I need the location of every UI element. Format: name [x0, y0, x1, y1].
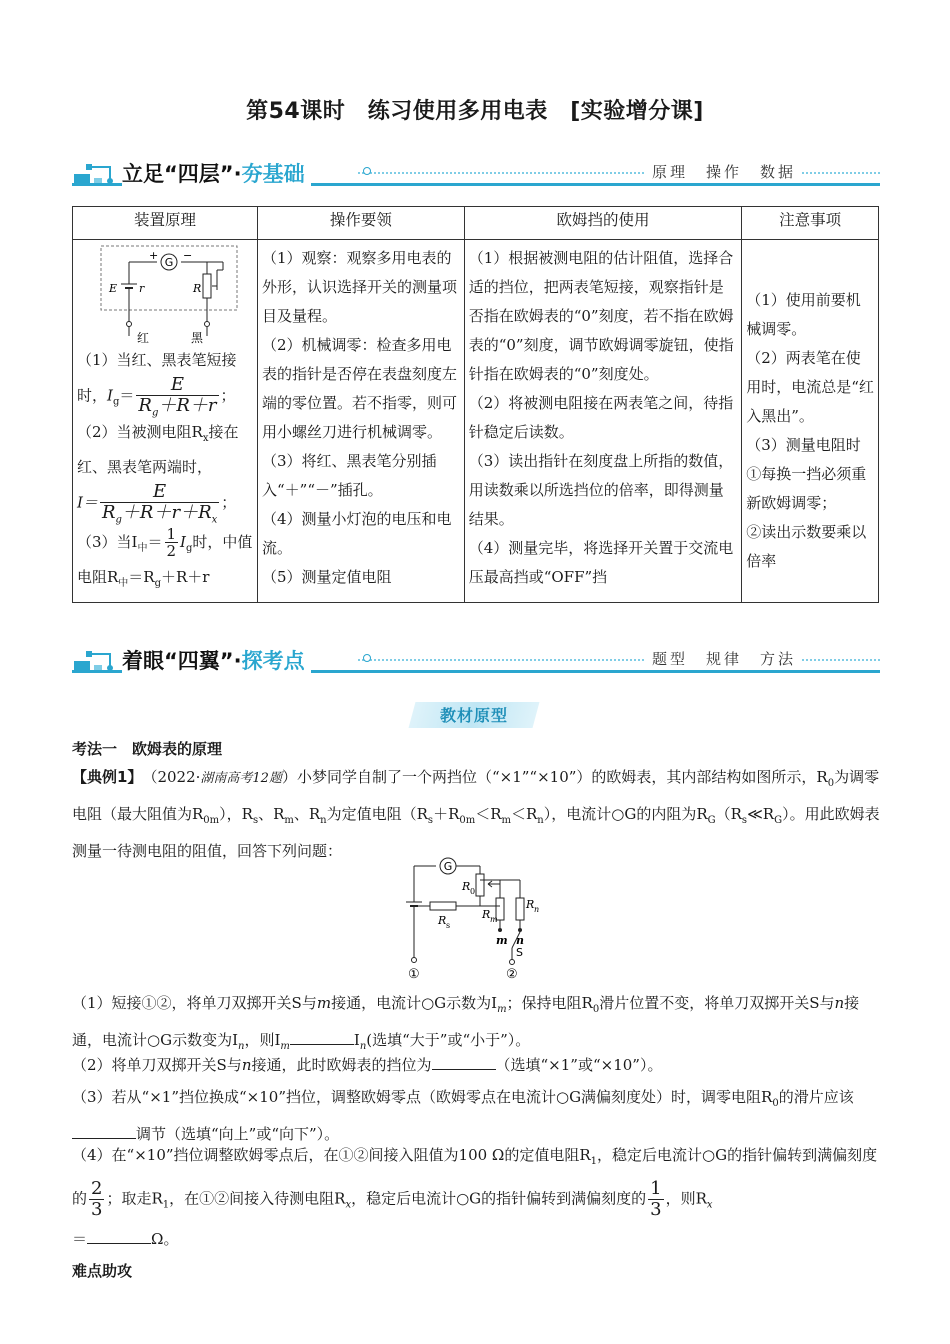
svg-text:n: n	[516, 934, 524, 947]
section-title: 立足“四层”·夯基础	[122, 158, 311, 188]
svg-text:R: R	[526, 898, 535, 911]
operation-step: （5）测量定值电阻	[262, 568, 392, 586]
svg-text:①: ①	[408, 967, 420, 982]
svg-text:r: r	[139, 282, 145, 295]
table-header-row	[73, 207, 879, 240]
answer-blank[interactable]	[87, 1228, 151, 1244]
svg-text:②: ②	[506, 967, 518, 982]
svg-text:G: G	[443, 860, 453, 873]
svg-text:−: −	[183, 249, 193, 262]
textbook-badge: 教材原型	[439, 706, 508, 725]
answer-blank[interactable]	[72, 1123, 136, 1139]
note-item: ①每换一挡必须重新欧姆调零；	[746, 465, 867, 512]
usage-step: （4）测量完毕，将选择开关置于交流电压最高挡或“OFF”挡	[468, 539, 734, 586]
notes-cell	[742, 240, 879, 603]
svg-text:+: +	[149, 249, 159, 262]
principle-p1: （1）当红、黑表笔短接时，$I_g=$ $\frac{E}{R_g+R+r}$ ；	[77, 351, 237, 419]
summary-table	[72, 206, 879, 603]
question-4: （4）在“×10”挡位调整欧姆零点后，在①②间接入阻值为100 Ω的定值电阻$R_1$，稳定后电流计○G的指针偏转到满偏刻度的 $\frac{2}{3}$ ；取走$R_1$，在①②间接入待测电阻$R_x$，稳定后电流计○G的指针偏转到满偏刻度的 $\frac{1}{3}$ ，则$R_x$ ＝ Ω。	[72, 1146, 878, 1249]
svg-text:R: R	[462, 880, 471, 893]
svg-text:m: m	[496, 934, 508, 947]
example-paragraph: 【典例1】 （2022·湖南高考12题）小梦同学自制了一个两挡位（“×1”“×10”）的欧姆表，其内部结构如图所示，$R_0$为调零电阻（最大阻值为$R_{0m}$），$R_s$、$R_m$、$R_n$为定值电阻$(R_s+R_{0m}<R_m<R_n)$，电流计○G的内阻为$R_G(R_s≪R_G)$。用此欧姆表测量一待测电阻的阻值，回答下列问题：	[72, 768, 880, 860]
note-item: （1）使用前要机械调零。	[746, 291, 861, 338]
svg-text:m: m	[490, 915, 498, 924]
col-header: 装置原理	[73, 207, 258, 240]
question-3: （3）若从“×1”挡位换成“×10”挡位，调整欧姆零点（欧姆零点在电流计○G满偏刻度处）时，调零电阻$R_0$的滑片应该调节（选填“向上”或“向下”）。	[72, 1088, 854, 1143]
svg-text:S: S	[516, 946, 523, 959]
table-row	[73, 240, 879, 603]
operation-step: （1）观察：观察多用电表的外形，认识选择开关的测量项目及量程。	[262, 249, 458, 325]
method-heading: 考法一 欧姆表的原理	[72, 740, 223, 758]
svg-text:R: R	[438, 914, 447, 927]
operation-step: （2）机械调零：检查多用电表的指针是否停在表盘刻度左端的零位置。若不指零，则可用小螺丝刀进行机械调零。	[262, 336, 458, 441]
section-tags: 原理 操作 数据	[646, 161, 802, 182]
ohm-usage-cell	[464, 240, 742, 603]
note-item: （3）测量电阻时	[746, 436, 861, 454]
svg-text:n: n	[534, 905, 540, 914]
operation-step: （4）测量小灯泡的电压和电流。	[262, 510, 452, 557]
principle-p3: （3）当$I_中=$ $\frac{1}{2}$ $I_g$时，中值电阻$R_中=R_g+R+r$	[77, 524, 253, 589]
note-item: （2）两表笔在使用时，电流总是“红入黑出”。	[746, 349, 874, 425]
section-tags: 题型 规律 方法	[646, 648, 802, 669]
circle-icon	[363, 167, 371, 175]
col-header: 操作要领	[258, 207, 465, 240]
circle-icon	[363, 654, 371, 662]
red-probe-label: 红	[137, 331, 150, 344]
operation-step: （3）将红、黑表笔分别插入“＋”“－”插孔。	[262, 452, 437, 499]
section-header-foundation	[72, 156, 880, 192]
black-probe-label: 黑	[191, 331, 204, 344]
answer-blank[interactable]	[290, 1029, 354, 1045]
principle-cell	[73, 240, 258, 603]
col-header: 欧姆挡的使用	[464, 207, 742, 240]
col-header: 注意事项	[742, 207, 879, 240]
question-1: （1）短接①②，将单刀双掷开关S与m接通，电流计○G示数为$I_m$；保持电阻$R_0$滑片位置不变，将单刀双掷开关S与n接通，电流计○G示数变为$I_n$，则$I_m$ $I_n$(选填“大于”或“小于”）。	[72, 994, 860, 1052]
svg-text:0: 0	[470, 887, 476, 896]
note-item: ②读出示数要乘以倍率	[746, 523, 867, 570]
difficulty-heading: 难点助攻	[72, 1262, 133, 1280]
usage-step: （1）根据被测电阻的估计阻值，选择合适的挡位，把两表笔短接，观察指针是否指在欧姆表的“0”刻度，若不指在欧姆表的“0”刻度，调节欧姆调零旋钮，使指针指在欧姆表的“0”刻度处。	[468, 249, 734, 383]
ohmmeter-two-range-diagram	[396, 854, 556, 982]
principle-p2: （2）当被测电阻$R_x$接在红、黑表笔两端时， I＝ $\frac{E}{R_g+R+r+R_x}$ ；	[77, 423, 239, 526]
question-2: （2）将单刀双掷开关S与n接通，此时欧姆表的挡位为 （选填“×1”或“×10”）。	[72, 1056, 663, 1074]
section-header-exam	[72, 643, 880, 679]
svg-text:E: E	[109, 282, 118, 295]
svg-text:s: s	[446, 921, 451, 930]
ohmmeter-circuit-diagram	[77, 244, 253, 344]
usage-step: （2）将被测电阻接在两表笔之间，待指针稳定后读数。	[468, 394, 734, 441]
usage-step: （3）读出指针在刻度盘上所指的数值，用读数乘以所选挡位的倍率，即得测量结果。	[468, 452, 734, 528]
answer-blank[interactable]	[432, 1054, 496, 1070]
page-title: 第54课时 练习使用多用电表 [实验增分课]	[246, 99, 704, 124]
galvanometer-label: G	[164, 256, 174, 269]
operation-cell	[258, 240, 465, 603]
svg-text:R: R	[193, 282, 202, 295]
svg-text:R: R	[482, 908, 491, 921]
section-title: 着眼“四翼”·探考点	[122, 645, 311, 675]
